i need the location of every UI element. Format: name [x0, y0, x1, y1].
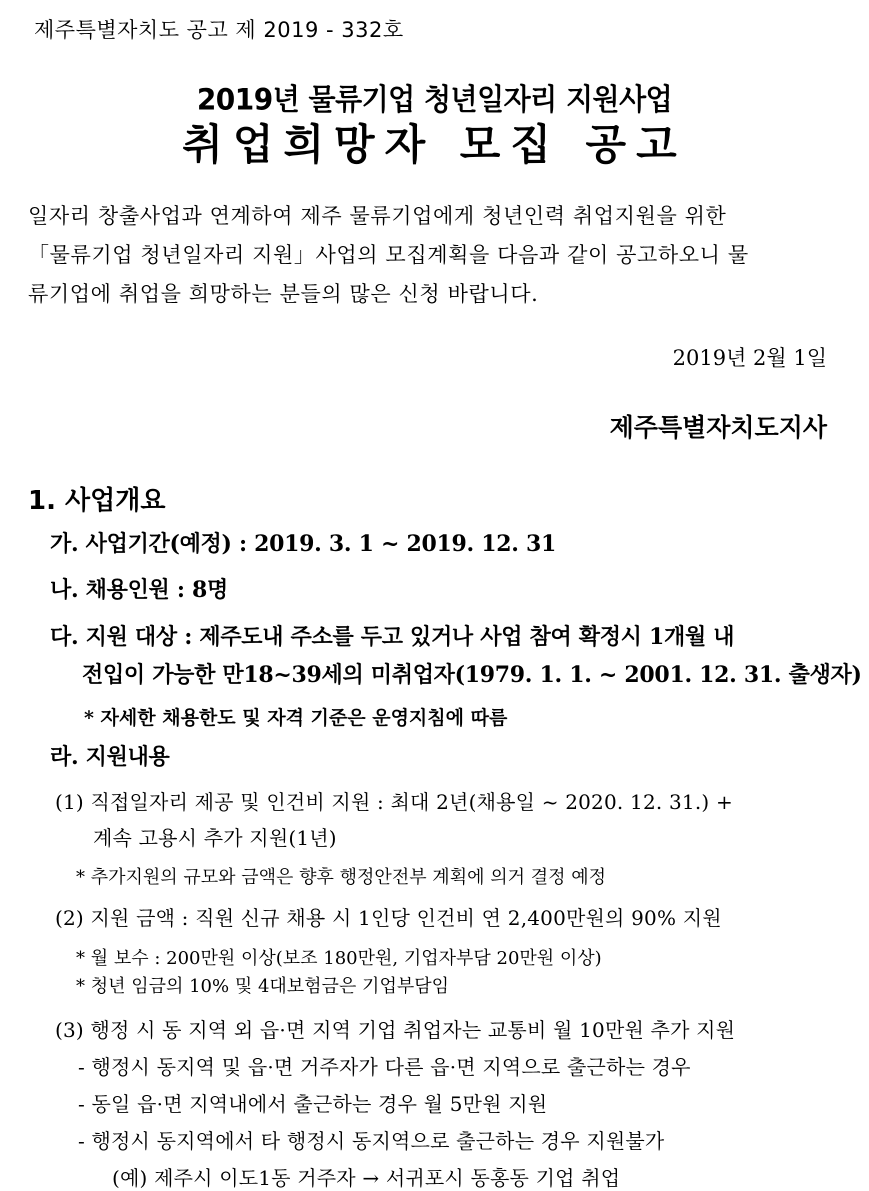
subitem-note: * 청년 임금의 10% 및 4대보험금은 기업부담임 — [76, 976, 449, 997]
item-eligibility: 다. 지원 대상 : 제주도내 주소를 두고 있거나 사업 참여 확정시 1개월 내 — [50, 624, 735, 650]
transport-condition: - 행정시 동지역에서 타 행정시 동지역으로 출근하는 경우 지원불가 — [78, 1129, 665, 1153]
subitem-support-amount: (2) 지원 금액 : 직원 신규 채용 시 1인당 인건비 연 2,400만원의 90% 지원 — [55, 906, 722, 930]
subitem-direct-jobs-continued: 계속 고용시 추가 지원(1년) — [93, 826, 337, 850]
transport-example: (예) 제주시 이도1동 거주자 → 서귀포시 동홍동 기업 취업 — [112, 1166, 621, 1190]
document-subtitle: 취업희망자 모집 공고 — [182, 120, 687, 169]
subitem-note: * 추가지원의 규모와 금액은 향후 행정안전부 계획에 의거 결정 예정 — [76, 867, 606, 888]
item-business-period: 가. 사업기간(예정) : 2019. 3. 1 ~ 2019. 12. 31 — [50, 531, 556, 557]
eligibility-note: * 자세한 채용한도 및 자격 기준은 운영지침에 따름 — [84, 707, 508, 729]
subitem-note: * 월 보수 : 200만원 이상(보조 180만원, 기업자부담 20만원 이상) — [76, 948, 602, 969]
intro-line: 류기업에 취업을 희망하는 분들의 많은 신청 바랍니다. — [28, 282, 539, 306]
intro-line: 일자리 창출사업과 연계하여 제주 물류기업에게 청년인력 취업지원을 위한 — [28, 204, 727, 228]
item-support-content: 라. 지원내용 — [50, 744, 170, 770]
notice-number: 제주특별자치도 공고 제 2019 - 332호 — [34, 18, 404, 42]
item-eligibility-continued: 전입이 가능한 만18~39세의 미취업자(1979. 1. 1. ~ 2001. 12. 31. 출생자) — [82, 662, 862, 688]
transport-condition: - 동일 읍·면 지역내에서 출근하는 경우 월 5만원 지원 — [78, 1092, 548, 1116]
item-recruit-count: 나. 채용인원 : 8명 — [50, 577, 228, 603]
issuer-name: 제주특별자치도지사 — [609, 413, 827, 442]
subitem-direct-jobs: (1) 직접일자리 제공 및 인건비 지원 : 최대 2년(채용일 ~ 2020. 12. 31.) + — [55, 790, 733, 814]
document-title: 2019년 물류기업 청년일자리 지원사업 — [196, 82, 673, 117]
notice-date: 2019년 2월 1일 — [672, 346, 827, 370]
subitem-transport-allowance: (3) 행정 시 동 지역 외 읍·면 지역 기업 취업자는 교통비 월 10만원 추가 지원 — [55, 1018, 736, 1042]
intro-line: 「물류기업 청년일자리 지원」사업의 모집계획을 다음과 같이 공고하오니 물 — [28, 243, 749, 267]
section-heading: 1. 사업개요 — [28, 486, 166, 516]
transport-condition: - 행정시 동지역 및 읍·면 거주자가 다른 읍·면 지역으로 출근하는 경우 — [78, 1055, 691, 1079]
